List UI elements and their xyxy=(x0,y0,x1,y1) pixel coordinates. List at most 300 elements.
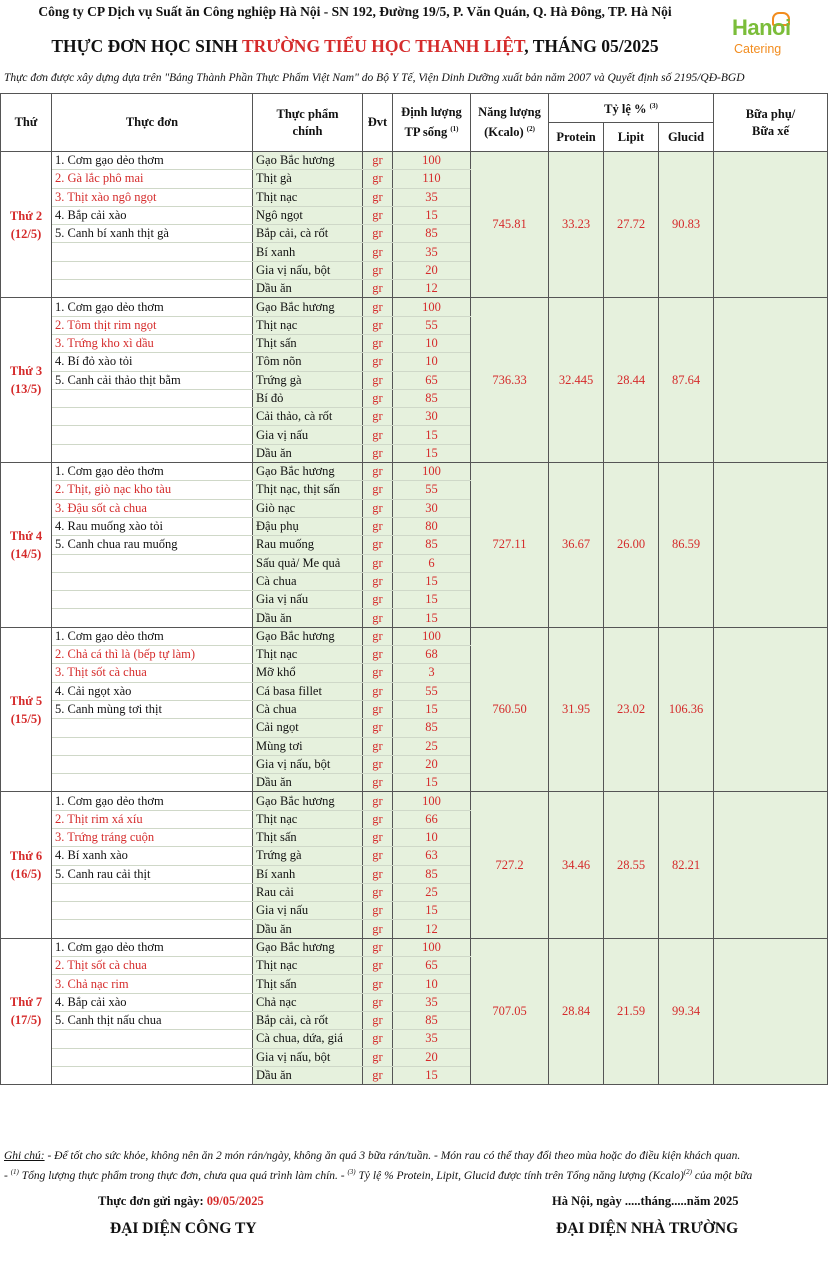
title-school: TRƯỜNG TIỂU HỌC THANH LIỆT xyxy=(241,36,525,56)
amount-cell: 55 xyxy=(393,481,471,499)
food-cell: Thịt nạc, thịt sấn xyxy=(253,481,363,499)
amount-cell: 12 xyxy=(393,280,471,298)
sent-label: Thực đơn gửi ngày: xyxy=(98,1194,207,1208)
food-cell: Cà chua xyxy=(253,572,363,590)
dish-cell: 5. Canh cải thảo thịt bằm xyxy=(52,371,253,389)
amount-cell: 100 xyxy=(393,463,471,481)
food-cell: Gia vị nấu xyxy=(253,426,363,444)
unit-cell: gr xyxy=(363,554,393,572)
dish-cell xyxy=(52,737,253,755)
unit-cell: gr xyxy=(363,975,393,993)
unit-cell: gr xyxy=(363,225,393,243)
dish-cell xyxy=(52,755,253,773)
amount-cell: 80 xyxy=(393,517,471,535)
unit-cell: gr xyxy=(363,700,393,718)
unit-cell: gr xyxy=(363,261,393,279)
amount-cell: 15 xyxy=(393,609,471,627)
unit-cell: gr xyxy=(363,938,393,956)
food-cell: Bắp cải, cà rốt xyxy=(253,225,363,243)
unit-cell: gr xyxy=(363,719,393,737)
food-cell: Gạo Bắc hương xyxy=(253,152,363,170)
header-ratio-sup: (3) xyxy=(649,101,658,110)
day-date: (16/5) xyxy=(10,867,42,882)
unit-cell: gr xyxy=(363,1048,393,1066)
menu-body xyxy=(1,152,828,1085)
dish-cell: 1. Cơm gạo dẻo thơm xyxy=(52,792,253,810)
protein-cell: 33.23 xyxy=(549,152,604,298)
amount-cell: 100 xyxy=(393,627,471,645)
amount-cell: 15 xyxy=(393,700,471,718)
sent-date-value: 09/05/2025 xyxy=(206,1194,264,1208)
amount-cell: 85 xyxy=(393,719,471,737)
dish-cell: 5. Canh bí xanh thịt gà xyxy=(52,225,253,243)
food-cell: Dầu ăn xyxy=(253,280,363,298)
dish-cell xyxy=(52,554,253,572)
header-food-line2: chính xyxy=(292,123,323,138)
unit-cell: gr xyxy=(363,957,393,975)
food-cell: Thịt nạc xyxy=(253,316,363,334)
dish-cell xyxy=(52,444,253,462)
header-food xyxy=(253,94,363,152)
unit-cell: gr xyxy=(363,206,393,224)
food-cell: Gạo Bắc hương xyxy=(253,298,363,316)
dish-cell xyxy=(52,719,253,737)
footer-note-1 xyxy=(4,1150,826,1162)
day-date: (12/5) xyxy=(10,226,42,241)
unit-cell: gr xyxy=(363,591,393,609)
food-cell: Rau muống xyxy=(253,536,363,554)
energy-cell: 736.33 xyxy=(471,298,549,463)
amount-cell: 100 xyxy=(393,938,471,956)
unit-cell: gr xyxy=(363,1066,393,1084)
amount-cell: 6 xyxy=(393,554,471,572)
food-cell: Sấu quả/ Me quả xyxy=(253,554,363,572)
protein-cell: 34.46 xyxy=(549,792,604,938)
food-cell: Thịt nạc xyxy=(253,810,363,828)
dish-cell: 3. Trứng tráng cuộn xyxy=(52,828,253,846)
amount-cell: 15 xyxy=(393,426,471,444)
amount-cell: 65 xyxy=(393,371,471,389)
energy-cell: 727.11 xyxy=(471,463,549,628)
unit-cell: gr xyxy=(363,810,393,828)
food-cell: Giò nạc xyxy=(253,499,363,517)
protein-cell: 28.84 xyxy=(549,938,604,1084)
amount-cell: 68 xyxy=(393,646,471,664)
amount-cell: 63 xyxy=(393,847,471,865)
day-date: (14/5) xyxy=(10,546,42,561)
unit-cell: gr xyxy=(363,682,393,700)
glucid-cell: 87.64 xyxy=(659,298,714,463)
food-cell: Mỡ khổ xyxy=(253,664,363,682)
header-day: Thứ xyxy=(1,94,52,152)
title-prefix: THỰC ĐƠN HỌC SINH xyxy=(51,36,242,56)
food-cell: Gia vị nấu, bột xyxy=(253,1048,363,1066)
day-name: Thứ 3 xyxy=(9,364,43,379)
lipit-cell: 26.00 xyxy=(604,463,659,628)
energy-cell: 760.50 xyxy=(471,627,549,792)
food-cell: Thịt gà xyxy=(253,170,363,188)
protein-cell: 31.95 xyxy=(549,627,604,792)
amount-cell: 25 xyxy=(393,737,471,755)
title-suffix: , THÁNG 05/2025 xyxy=(524,36,659,56)
glucid-cell: 90.83 xyxy=(659,152,714,298)
dish-cell xyxy=(52,591,253,609)
food-cell: Cà chua, dứa, giá xyxy=(253,1030,363,1048)
food-cell: Ngô ngọt xyxy=(253,206,363,224)
food-cell: Bí đỏ xyxy=(253,389,363,407)
dish-cell xyxy=(52,261,253,279)
amount-cell: 15 xyxy=(393,572,471,590)
note-2c: Tỷ lệ % Protein, Lipit, Glucid được tính trên Tổng năng lượng (Kcalo) xyxy=(355,1169,684,1182)
note-2b: Tổng lượng thực phẩm trong thực đơn, chưa qua quá trình làm chín. - xyxy=(18,1169,348,1182)
food-cell: Thịt nạc xyxy=(253,957,363,975)
unit-cell: gr xyxy=(363,426,393,444)
amount-cell: 12 xyxy=(393,920,471,938)
unit-cell: gr xyxy=(363,646,393,664)
dish-cell: 2. Thịt rim xá xíu xyxy=(52,810,253,828)
amount-cell: 3 xyxy=(393,664,471,682)
footer-note-2 xyxy=(4,1168,826,1182)
header-energy-sup: (2) xyxy=(526,124,535,133)
logo-brand: Hanoi xyxy=(732,15,791,40)
table-row xyxy=(1,792,828,810)
note-2d: của một bữa xyxy=(691,1169,753,1182)
food-cell: Gia vị nấu xyxy=(253,591,363,609)
food-cell: Dầu ăn xyxy=(253,444,363,462)
header-snack-line1: Bữa phụ/ xyxy=(745,106,796,121)
food-cell: Gia vị nấu, bột xyxy=(253,755,363,773)
amount-cell: 25 xyxy=(393,883,471,901)
day-cell xyxy=(1,938,52,1084)
unit-cell: gr xyxy=(363,993,393,1011)
note-2-sup3: (3) xyxy=(347,1168,356,1176)
signature-school: ĐẠI DIỆN NHÀ TRƯỜNG xyxy=(556,1220,739,1237)
snack-cell xyxy=(714,938,828,1084)
header-protein: Protein xyxy=(549,123,604,152)
dish-cell: 4. Bí đỏ xào tỏi xyxy=(52,353,253,371)
place-date: Hà Nội, ngày .....tháng.....năm 2025 xyxy=(552,1194,739,1208)
unit-cell: gr xyxy=(363,1011,393,1029)
header-menu: Thực đơn xyxy=(52,94,253,152)
amount-cell: 35 xyxy=(393,243,471,261)
dish-cell: 5. Canh mùng tơi thịt xyxy=(52,700,253,718)
unit-cell: gr xyxy=(363,371,393,389)
table-row xyxy=(1,298,828,316)
food-cell: Gia vị nấu, bột xyxy=(253,261,363,279)
food-cell: Cải ngọt xyxy=(253,719,363,737)
note-text-1: - Để tốt cho sức khỏe, không nên ăn 2 món rán/ngày, không ăn quá 3 bữa rán/tuần. - Món rau có thể thay đổi theo mùa hoặc do điều kiện khách quan. xyxy=(44,1150,741,1162)
unit-cell: gr xyxy=(363,517,393,535)
header-snack-line2: Bữa xế xyxy=(751,123,789,138)
source-note: Thực đơn được xây dựng dựa trên "Bảng Thành Phần Thực Phẩm Việt Nam" do Bộ Y Tế, Viện Dinh Dưỡng xuất bản năm 2007 và Quyết định số 2195/QĐ-BGD xyxy=(4,72,745,84)
snack-cell xyxy=(714,792,828,938)
company-line: Công ty CP Dịch vụ Suất ăn Công nghiệp Hà Nội - SN 192, Đường 19/5, P. Văn Quán, Q. Hà Đông, TP. Hà Nội xyxy=(38,4,672,19)
dish-cell: 2. Thịt sốt cà chua xyxy=(52,957,253,975)
energy-cell: 727.2 xyxy=(471,792,549,938)
dish-cell: 2. Chả cá thì là (bếp tự làm) xyxy=(52,646,253,664)
amount-cell: 35 xyxy=(393,1030,471,1048)
energy-cell: 707.05 xyxy=(471,938,549,1084)
amount-cell: 66 xyxy=(393,810,471,828)
amount-cell: 10 xyxy=(393,353,471,371)
food-cell: Dầu ăn xyxy=(253,1066,363,1084)
food-cell: Thịt sấn xyxy=(253,828,363,846)
food-cell: Cà chua xyxy=(253,700,363,718)
day-cell xyxy=(1,792,52,938)
food-cell: Trứng gà xyxy=(253,847,363,865)
dish-cell: 2. Thịt, giò nạc kho tàu xyxy=(52,481,253,499)
food-cell: Thịt nạc xyxy=(253,646,363,664)
unit-cell: gr xyxy=(363,792,393,810)
day-name: Thứ 5 xyxy=(9,693,43,708)
amount-cell: 10 xyxy=(393,975,471,993)
food-cell: Thịt sấn xyxy=(253,334,363,352)
unit-cell: gr xyxy=(363,883,393,901)
amount-cell: 85 xyxy=(393,389,471,407)
unit-cell: gr xyxy=(363,847,393,865)
unit-cell: gr xyxy=(363,920,393,938)
unit-cell: gr xyxy=(363,243,393,261)
header-energy xyxy=(471,94,549,152)
page-title xyxy=(0,36,710,57)
amount-cell: 15 xyxy=(393,902,471,920)
amount-cell: 20 xyxy=(393,261,471,279)
dish-cell xyxy=(52,389,253,407)
unit-cell: gr xyxy=(363,664,393,682)
signature-company: ĐẠI DIỆN CÔNG TY xyxy=(110,1220,257,1237)
unit-cell: gr xyxy=(363,828,393,846)
dish-cell xyxy=(52,883,253,901)
food-cell: Gạo Bắc hương xyxy=(253,463,363,481)
dish-cell: 4. Bắp cải xào xyxy=(52,206,253,224)
amount-cell: 35 xyxy=(393,188,471,206)
amount-cell: 20 xyxy=(393,755,471,773)
dish-cell: 5. Canh thịt nấu chua xyxy=(52,1011,253,1029)
dish-cell: 3. Chả nạc rim xyxy=(52,975,253,993)
day-date: (15/5) xyxy=(10,711,42,726)
unit-cell: gr xyxy=(363,902,393,920)
unit-cell: gr xyxy=(363,1030,393,1048)
dish-cell xyxy=(52,920,253,938)
amount-cell: 10 xyxy=(393,828,471,846)
glucid-cell: 86.59 xyxy=(659,463,714,628)
dish-cell: 4. Rau muống xào tỏi xyxy=(52,517,253,535)
unit-cell: gr xyxy=(363,170,393,188)
lipit-cell: 21.59 xyxy=(604,938,659,1084)
unit-cell: gr xyxy=(363,499,393,517)
unit-cell: gr xyxy=(363,627,393,645)
sent-date xyxy=(98,1194,264,1209)
snack-cell xyxy=(714,152,828,298)
unit-cell: gr xyxy=(363,316,393,334)
unit-cell: gr xyxy=(363,353,393,371)
unit-cell: gr xyxy=(363,774,393,792)
dish-cell xyxy=(52,426,253,444)
amount-cell: 10 xyxy=(393,334,471,352)
snack-cell xyxy=(714,298,828,463)
dish-cell xyxy=(52,1048,253,1066)
unit-cell: gr xyxy=(363,152,393,170)
dish-cell: 5. Canh chua rau muống xyxy=(52,536,253,554)
amount-cell: 55 xyxy=(393,316,471,334)
header-ratio-label: Tỷ lệ % xyxy=(604,102,647,117)
unit-cell: gr xyxy=(363,188,393,206)
amount-cell: 100 xyxy=(393,152,471,170)
menu-table xyxy=(0,93,828,1085)
dish-cell: 2. Tôm thịt rim ngọt xyxy=(52,316,253,334)
amount-cell: 15 xyxy=(393,591,471,609)
food-cell: Tôm nõn xyxy=(253,353,363,371)
table-row xyxy=(1,938,828,956)
amount-cell: 85 xyxy=(393,1011,471,1029)
food-cell: Bắp cải, cà rốt xyxy=(253,1011,363,1029)
table-row xyxy=(1,627,828,645)
food-cell: Cải thảo, cà rốt xyxy=(253,408,363,426)
protein-cell: 32.445 xyxy=(549,298,604,463)
header-snack xyxy=(714,94,828,152)
header-food-line1: Thực phẩm xyxy=(276,106,339,121)
dish-cell: 4. Cải ngọt xào xyxy=(52,682,253,700)
header-unit: Đvt xyxy=(363,94,393,152)
header-ratio xyxy=(549,94,714,123)
dish-cell xyxy=(52,774,253,792)
dish-cell: 3. Trứng kho xì dầu xyxy=(52,334,253,352)
lipit-cell: 23.02 xyxy=(604,627,659,792)
unit-cell: gr xyxy=(363,737,393,755)
day-cell xyxy=(1,627,52,792)
header-amount-line1: Định lượng xyxy=(401,104,462,119)
dish-cell: 5. Canh rau cải thịt xyxy=(52,865,253,883)
amount-cell: 85 xyxy=(393,225,471,243)
food-cell: Chả nạc xyxy=(253,993,363,1011)
dish-cell xyxy=(52,902,253,920)
unit-cell: gr xyxy=(363,389,393,407)
food-cell: Bí xanh xyxy=(253,865,363,883)
food-cell: Gạo Bắc hương xyxy=(253,792,363,810)
amount-cell: 35 xyxy=(393,993,471,1011)
day-cell xyxy=(1,298,52,463)
snack-cell xyxy=(714,463,828,628)
food-cell: Thịt sấn xyxy=(253,975,363,993)
note-2-sup1: (1) xyxy=(10,1168,19,1176)
header-amount-line2: TP sống xyxy=(404,125,448,140)
unit-cell: gr xyxy=(363,463,393,481)
amount-cell: 55 xyxy=(393,682,471,700)
amount-cell: 15 xyxy=(393,444,471,462)
header-energy-line2: (Kcalo) xyxy=(484,125,524,140)
header-amount-sup: (1) xyxy=(450,124,459,133)
glucid-cell: 82.21 xyxy=(659,792,714,938)
hanoi-catering-logo xyxy=(728,12,794,62)
glucid-cell: 99.34 xyxy=(659,938,714,1084)
unit-cell: gr xyxy=(363,536,393,554)
day-date: (13/5) xyxy=(10,382,42,397)
amount-cell: 65 xyxy=(393,957,471,975)
day-cell xyxy=(1,152,52,298)
snack-cell xyxy=(714,627,828,792)
food-cell: Rau cải xyxy=(253,883,363,901)
food-cell: Dầu ăn xyxy=(253,774,363,792)
header-energy-line1: Năng lượng xyxy=(478,104,541,119)
unit-cell: gr xyxy=(363,298,393,316)
amount-cell: 15 xyxy=(393,206,471,224)
note-label: Ghi chú: xyxy=(4,1150,45,1162)
day-date: (17/5) xyxy=(10,1013,42,1028)
dish-cell: 2. Gà lắc phô mai xyxy=(52,170,253,188)
glucid-cell: 106.36 xyxy=(659,627,714,792)
unit-cell: gr xyxy=(363,755,393,773)
amount-cell: 110 xyxy=(393,170,471,188)
day-name: Thứ 2 xyxy=(9,208,43,223)
header-amount xyxy=(393,94,471,152)
day-name: Thứ 4 xyxy=(9,528,43,543)
dish-cell: 3. Đậu sốt cà chua xyxy=(52,499,253,517)
energy-cell: 745.81 xyxy=(471,152,549,298)
amount-cell: 30 xyxy=(393,499,471,517)
dish-cell: 1. Cơm gạo dẻo thơm xyxy=(52,152,253,170)
food-cell: Đậu phụ xyxy=(253,517,363,535)
note-2a: - xyxy=(4,1169,11,1182)
lipit-cell: 28.44 xyxy=(604,298,659,463)
dish-cell: 1. Cơm gạo dẻo thơm xyxy=(52,298,253,316)
food-cell: Dầu ăn xyxy=(253,609,363,627)
unit-cell: gr xyxy=(363,865,393,883)
logo-sub: Catering xyxy=(734,42,782,56)
note-2-sup2: (2) xyxy=(683,1168,692,1176)
protein-cell: 36.67 xyxy=(549,463,604,628)
amount-cell: 30 xyxy=(393,408,471,426)
dish-cell: 1. Cơm gạo dẻo thơm xyxy=(52,938,253,956)
dish-cell: 3. Thịt sốt cà chua xyxy=(52,664,253,682)
food-cell: Thịt nạc xyxy=(253,188,363,206)
day-name: Thứ 7 xyxy=(9,995,43,1010)
unit-cell: gr xyxy=(363,280,393,298)
unit-cell: gr xyxy=(363,481,393,499)
day-cell xyxy=(1,463,52,628)
table-row xyxy=(1,152,828,170)
amount-cell: 100 xyxy=(393,792,471,810)
food-cell: Gạo Bắc hương xyxy=(253,938,363,956)
food-cell: Gia vị nấu xyxy=(253,902,363,920)
dish-cell xyxy=(52,1066,253,1084)
dish-cell xyxy=(52,609,253,627)
food-cell: Cá basa fillet xyxy=(253,682,363,700)
lipit-cell: 27.72 xyxy=(604,152,659,298)
dish-cell xyxy=(52,408,253,426)
dish-cell xyxy=(52,243,253,261)
unit-cell: gr xyxy=(363,572,393,590)
food-cell: Mùng tơi xyxy=(253,737,363,755)
dish-cell: 3. Thịt xào ngô ngọt xyxy=(52,188,253,206)
dish-cell xyxy=(52,572,253,590)
unit-cell: gr xyxy=(363,444,393,462)
dish-cell: 1. Cơm gạo dẻo thơm xyxy=(52,627,253,645)
amount-cell: 100 xyxy=(393,298,471,316)
unit-cell: gr xyxy=(363,609,393,627)
food-cell: Dầu ăn xyxy=(253,920,363,938)
dish-cell: 1. Cơm gạo dẻo thơm xyxy=(52,463,253,481)
amount-cell: 15 xyxy=(393,774,471,792)
table-row xyxy=(1,463,828,481)
amount-cell: 20 xyxy=(393,1048,471,1066)
amount-cell: 15 xyxy=(393,1066,471,1084)
header-lipit: Lipit xyxy=(604,123,659,152)
dish-cell: 4. Bí xanh xào xyxy=(52,847,253,865)
amount-cell: 85 xyxy=(393,536,471,554)
food-cell: Gạo Bắc hương xyxy=(253,627,363,645)
lipit-cell: 28.55 xyxy=(604,792,659,938)
day-name: Thứ 6 xyxy=(9,849,43,864)
